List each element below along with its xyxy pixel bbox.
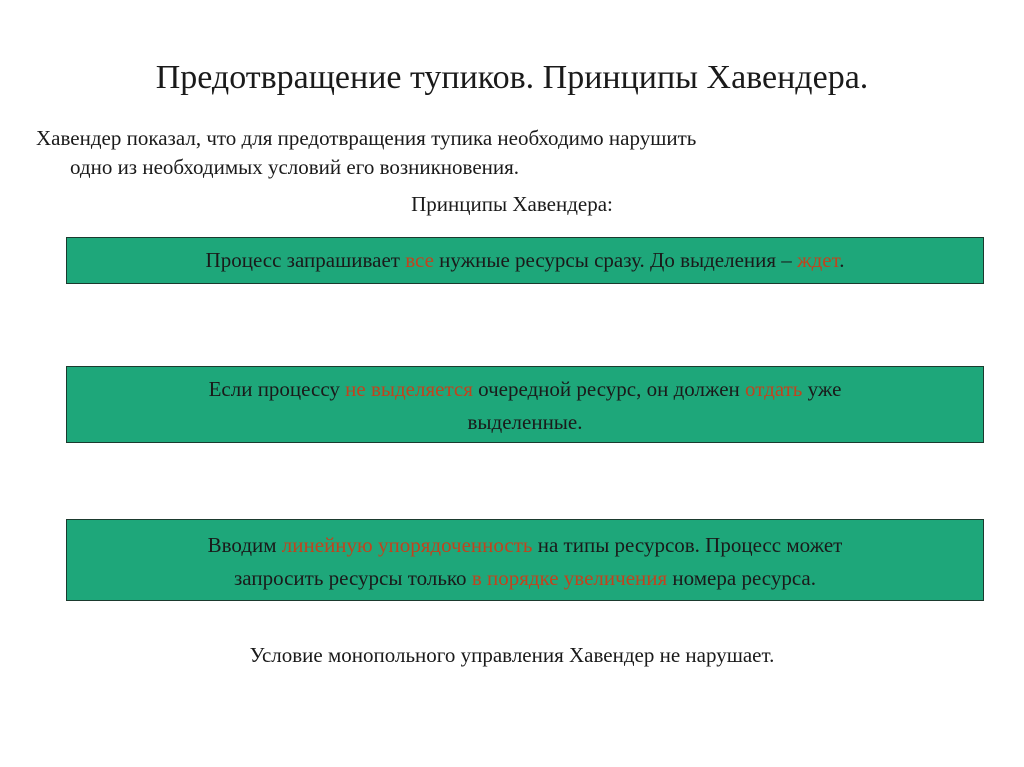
- footer-note: Условие монопольного управления Хавендер не нарушает.: [249, 643, 775, 667]
- principle-box-3: [66, 519, 984, 601]
- principle-1-highlight-all: все: [405, 248, 434, 272]
- principle-box-2: [66, 366, 984, 443]
- principle-1-text: Процесс запрашивает: [205, 248, 406, 272]
- principle-3-text: на типы ресурсов. Процесс может: [532, 533, 843, 557]
- intro-line-2: одно из необходимых условий его возникновения.: [70, 155, 520, 179]
- principle-1-text: .: [839, 248, 845, 272]
- principle-2-highlight-release: отдать: [745, 377, 803, 401]
- principle-2-text: очередной ресурс, он должен: [472, 377, 746, 401]
- principle-3-text: Вводим: [207, 533, 282, 557]
- principle-2-text: выделенные.: [467, 410, 583, 434]
- principles-subheading: Принципы Хавендера:: [411, 192, 613, 216]
- principle-2-text: уже: [802, 377, 842, 401]
- principle-1-text: нужные ресурсы сразу. До выделения –: [433, 248, 798, 272]
- principle-3-text: запросить ресурсы только: [234, 566, 472, 590]
- intro-line-1: Хавендер показал, что для предотвращения тупика необходимо нарушить: [36, 126, 697, 150]
- principle-2-text: Если процессу: [208, 377, 346, 401]
- principle-1-highlight-wait: ждет: [797, 248, 840, 272]
- principle-box-1: [66, 237, 984, 284]
- principle-3-highlight-increasing-order: в порядке увеличения: [471, 566, 668, 590]
- slide-title: Предотвращение тупиков. Принципы Хавендера.: [155, 59, 869, 96]
- principle-2-highlight-not-allocated: не выделяется: [345, 377, 473, 401]
- principle-3-highlight-linear-order: линейную упорядоченность: [281, 533, 533, 557]
- principle-3-text: номера ресурса.: [667, 566, 816, 590]
- intro-text: [36, 124, 996, 182]
